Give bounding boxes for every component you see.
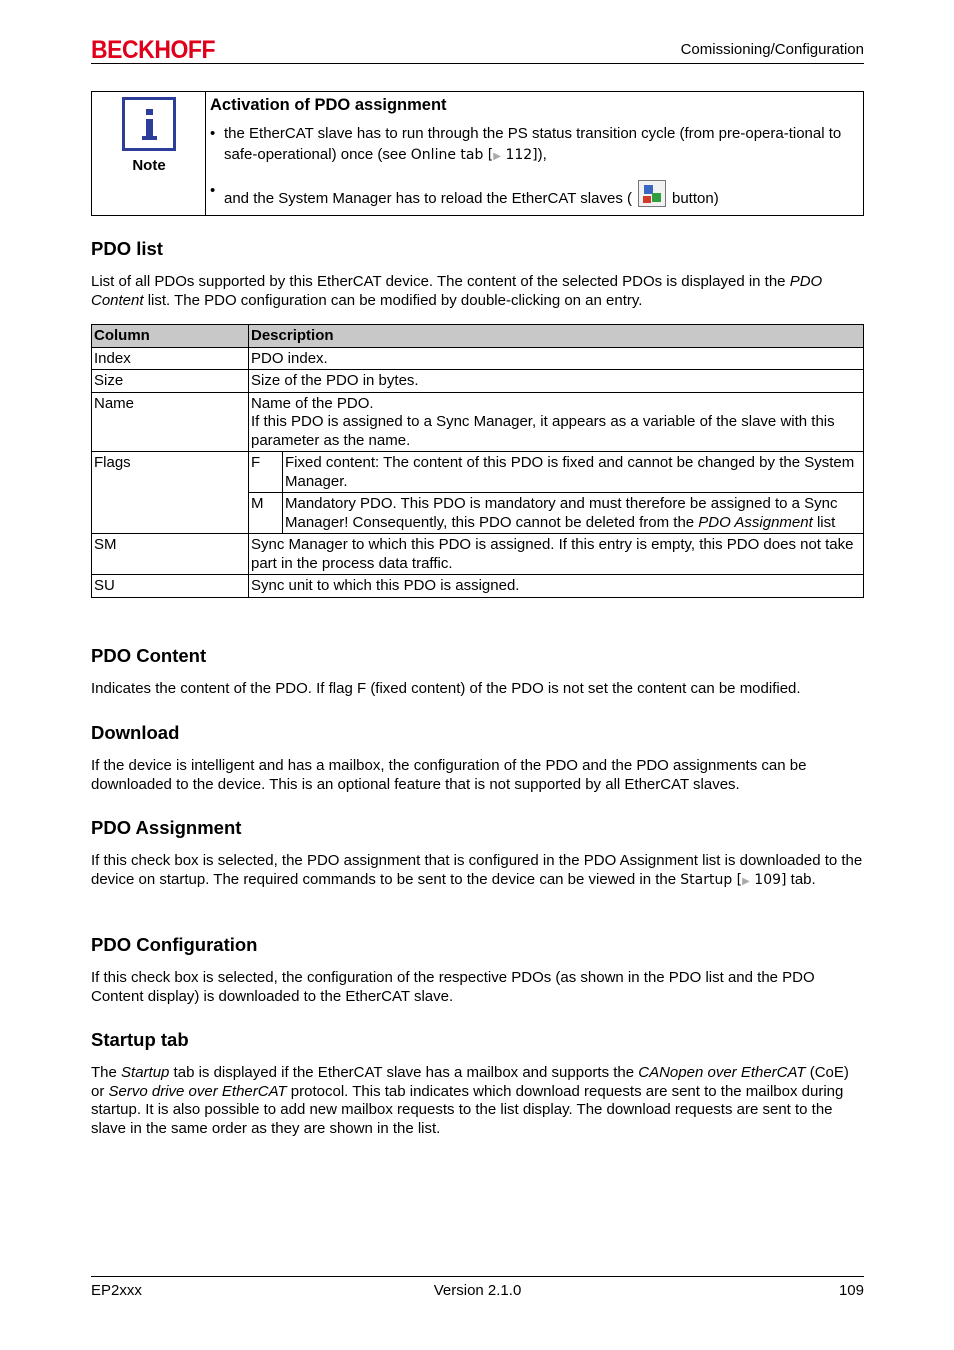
table-row: Index PDO index. bbox=[92, 347, 864, 370]
section-title: Comissioning/Configuration bbox=[680, 41, 864, 58]
product-name: EP2xxx bbox=[91, 1282, 142, 1299]
pdo-content-heading: PDO Content bbox=[91, 645, 207, 666]
startup-tab-link[interactable]: Startup [▶ 109] bbox=[680, 871, 787, 888]
description-header: Description bbox=[249, 325, 864, 348]
pdo-list-heading: PDO list bbox=[91, 238, 163, 259]
pdo-configuration-heading: PDO Configuration bbox=[91, 934, 258, 955]
page-footer bbox=[91, 1276, 864, 1306]
arrow-right-icon: ▶ bbox=[493, 151, 501, 162]
note-label: Note bbox=[132, 157, 166, 174]
note-title: Activation of PDO assignment bbox=[210, 96, 447, 114]
download-heading: Download bbox=[91, 722, 180, 743]
note-bullet-1: • the EtherCAT slave has to run through the PS status transition cycle (from pre-opera-tional to safe-operational) once (see Online tab [▶ 112]), bbox=[210, 125, 842, 163]
column-header: Column bbox=[92, 325, 249, 348]
pdo-list-intro: List of all PDOs supported by this EtherCAT device. The content of the selected PDOs is displayed in the PDO Content list. The PDO configuration can be modified by double-clicking on an entry. bbox=[91, 273, 823, 309]
reload-devices-icon bbox=[638, 180, 666, 207]
version-label: Version 2.1.0 bbox=[433, 1282, 522, 1299]
table-row: Name Name of the PDO. If this PDO is assigned to a Sync Manager, it appears as a variable of the slave with this parameter as the name. bbox=[92, 392, 864, 452]
pdo-assignment-heading: PDO Assignment bbox=[91, 817, 242, 838]
online-tab-link[interactable]: Online tab [▶ 112] bbox=[410, 147, 538, 163]
arrow-right-icon: ▶ bbox=[742, 875, 750, 887]
table-row: Flags F Fixed content: The content of this PDO is fixed and cannot be changed by the System Manager. bbox=[92, 452, 864, 493]
table-row: M Mandatory PDO. This PDO is mandatory and must therefore be assigned to a Sync Manager! Consequently, this PDO cannot be deleted from the PDO Assignment list bbox=[92, 493, 864, 534]
page-header bbox=[91, 34, 864, 64]
beckhoff-logo: BECKHOFF bbox=[91, 36, 216, 64]
page-number: 109 bbox=[838, 1282, 864, 1299]
pdo-list-table bbox=[91, 324, 864, 598]
table-row: SM Sync Manager to which this PDO is assigned. If this entry is empty, this PDO does not take part in the process data traffic. bbox=[92, 534, 864, 575]
note-box bbox=[91, 91, 864, 216]
info-icon bbox=[122, 97, 176, 151]
table-row: SU Sync unit to which this PDO is assigned. bbox=[92, 575, 864, 598]
note-bullet-2: • and the System Manager has to reload the EtherCAT slaves ( button) bbox=[210, 182, 719, 207]
startup-tab-text: The Startup tab is displayed if the EtherCAT slave has a mailbox and supports the CANopen over EtherCAT (CoE) or Servo drive over EtherCAT protocol. This tab indicates which download requests are sent to the mailbox during startup. It is also possible to add new mailbox requests to the list display. The download requests are sent to the slave in the same order as they are shown in the list. bbox=[91, 1064, 849, 1137]
pdo-content-text: Indicates the content of the PDO. If flag F (fixed content) of the PDO is not set the content can be modified. bbox=[91, 680, 801, 697]
pdo-configuration-text: If this check box is selected, the configuration of the respective PDOs (as shown in the PDO list and the PDO Content display) is downloaded to the EtherCAT slave. bbox=[91, 969, 815, 1005]
startup-tab-heading: Startup tab bbox=[91, 1029, 189, 1050]
pdo-assignment-text: If this check box is selected, the PDO assignment that is configured in the PDO Assignment list is downloaded to the device on startup. The required commands to be sent to the device can be viewed in the Startup [▶ 109] tab. bbox=[91, 852, 863, 888]
download-text: If the device is intelligent and has a mailbox, the configuration of the PDO and the PDO assignments can be downloaded to the device. This is an optional feature that is not supported by all EtherCAT slaves. bbox=[91, 757, 807, 793]
table-row: Size Size of the PDO in bytes. bbox=[92, 370, 864, 393]
note-sidebar bbox=[92, 92, 206, 215]
